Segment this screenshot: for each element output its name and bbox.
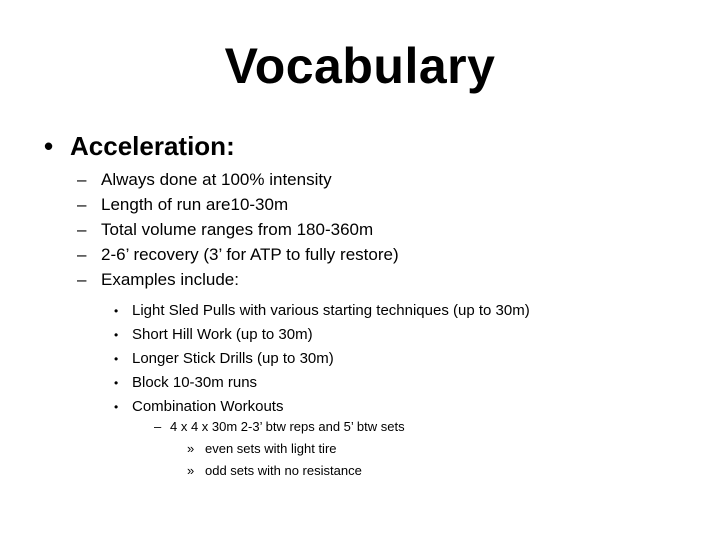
chevron-bullet-icon: » <box>187 463 195 478</box>
heading-label: Acceleration: <box>70 131 235 161</box>
list-item-text: Short Hill Work (up to 30m) <box>132 326 313 343</box>
bullet-icon: • <box>114 352 119 366</box>
list-item-text: Length of run are10-30m <box>101 195 289 214</box>
list-item-text: 4 x 4 x 30m 2-3’ btw reps and 5’ btw sets <box>170 419 405 434</box>
list-item-text: Longer Stick Drills (up to 30m) <box>132 350 334 367</box>
list-item-text: Always done at 100% intensity <box>101 170 332 189</box>
dash-bullet-icon: – <box>77 245 87 264</box>
bullet-icon: • <box>114 328 119 342</box>
bullet-icon: • <box>114 400 119 414</box>
list-item-text: Total volume ranges from 180-360m <box>101 220 374 239</box>
slide-title: Vocabulary <box>224 38 496 94</box>
bullet-icon: • <box>114 304 119 318</box>
dash-bullet-icon: – <box>77 220 87 239</box>
list-item-text: Examples include: <box>101 270 239 289</box>
dash-bullet-icon: – <box>77 195 87 214</box>
list-item-text: Light Sled Pulls with various starting techniques (up to 30m) <box>132 302 530 319</box>
list-item-text: even sets with light tire <box>205 441 337 456</box>
list-item-text: Combination Workouts <box>132 398 284 415</box>
bullet-icon: • <box>114 376 119 390</box>
dash-bullet-icon: – <box>77 170 87 189</box>
list-item-text: Block 10-30m runs <box>132 374 258 391</box>
dash-bullet-icon: – <box>77 270 87 289</box>
dash-bullet-icon: – <box>154 419 162 434</box>
chevron-bullet-icon: » <box>187 441 195 456</box>
bullet-icon: • <box>44 131 54 161</box>
list-item-text: 2-6’ recovery (3’ for ATP to fully restore) <box>101 245 399 264</box>
list-item-text: odd sets with no resistance <box>205 463 362 478</box>
